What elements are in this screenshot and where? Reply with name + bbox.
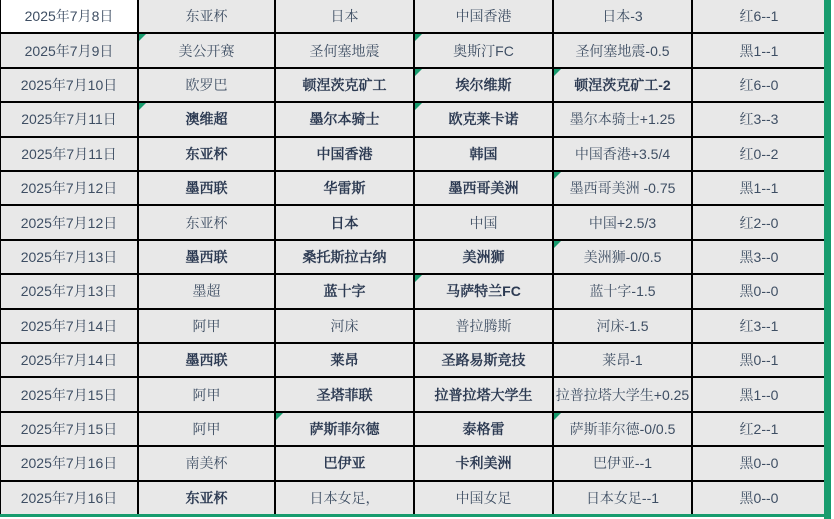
comment-indicator-icon: [415, 103, 422, 110]
cell-date[interactable]: [1, 378, 137, 410]
cell-home[interactable]: [276, 275, 413, 307]
cell-text: 黑0--1: [739, 352, 779, 369]
cell-home[interactable]: [276, 413, 413, 445]
cell-away[interactable]: [415, 34, 552, 66]
cell-text: 美洲狮-0/0.5: [583, 248, 662, 265]
cell-away[interactable]: [415, 103, 552, 135]
cell-text: 中国香港+3.5/4: [574, 145, 671, 162]
cell-text: 黑0--0: [739, 455, 779, 472]
cell-text: 东亚杯: [185, 214, 228, 231]
cell-text: 阿甲: [192, 317, 221, 334]
comment-indicator-icon: [554, 172, 561, 179]
cell-text: 美公开赛: [178, 42, 235, 59]
cell-handicap[interactable]: [554, 344, 691, 376]
cell-text: 2025年7月10日: [20, 76, 118, 93]
cell-text: 阿甲: [192, 420, 221, 437]
cell-home[interactable]: [276, 378, 413, 410]
cell-handicap[interactable]: [554, 413, 691, 445]
cell-league[interactable]: [139, 69, 274, 101]
cell-league[interactable]: [139, 103, 274, 135]
cell-text: 日本女足--1: [585, 489, 660, 506]
cell-league[interactable]: [139, 241, 274, 273]
cell-league[interactable]: [139, 138, 274, 170]
cell-text: 埃尔维斯: [455, 76, 512, 93]
selection-border-right: [824, 0, 831, 519]
cell-text: 红2--1: [739, 420, 779, 437]
cell-result[interactable]: [693, 34, 825, 66]
cell-handicap[interactable]: [554, 275, 691, 307]
cell-handicap[interactable]: [554, 103, 691, 135]
cell-date[interactable]: [1, 0, 137, 32]
cell-league[interactable]: [139, 344, 274, 376]
cell-date[interactable]: [1, 275, 137, 307]
cell-league[interactable]: [139, 413, 274, 445]
cell-away[interactable]: [415, 241, 552, 273]
cell-handicap[interactable]: [554, 310, 691, 342]
cell-away[interactable]: [415, 172, 552, 204]
comment-indicator-icon: [554, 413, 561, 420]
cell-date[interactable]: [1, 310, 137, 342]
cell-text: 墨尔本骑士: [309, 111, 380, 128]
cell-result[interactable]: [693, 69, 825, 101]
cell-text: 日本: [330, 214, 359, 231]
cell-text: 2025年7月11日: [21, 145, 117, 162]
cell-league[interactable]: [139, 34, 274, 66]
cell-result[interactable]: [693, 310, 825, 342]
cell-home[interactable]: [276, 34, 413, 66]
cell-date[interactable]: [1, 138, 137, 170]
cell-handicap[interactable]: [554, 172, 691, 204]
cell-result[interactable]: [693, 172, 825, 204]
cell-text: 拉普拉塔大学生: [434, 386, 533, 403]
cell-text: 黑0--0: [739, 489, 779, 506]
cell-home[interactable]: [276, 310, 413, 342]
cell-text: 欧罗巴: [185, 76, 228, 93]
cell-text: 红3--1: [739, 317, 779, 334]
cell-home[interactable]: [276, 69, 413, 101]
cell-home[interactable]: [276, 206, 413, 238]
cell-text: 东亚杯: [185, 489, 228, 506]
cell-text: 2025年7月13日: [20, 248, 118, 265]
cell-text: 黑1--1: [739, 180, 779, 197]
cell-text: 红2--0: [739, 214, 779, 231]
cell-text: 萨斯菲尔德: [309, 420, 380, 437]
cell-text: 河床-1.5: [596, 317, 649, 334]
cell-handicap[interactable]: [554, 482, 691, 514]
cell-text: 2025年7月8日: [24, 8, 114, 25]
cell-text: 圣何塞地震: [309, 42, 380, 59]
cell-text: 墨西哥美洲: [448, 180, 519, 197]
cell-away[interactable]: [415, 0, 552, 32]
cell-date[interactable]: [1, 69, 137, 101]
cell-text: 蓝十字-1.5: [589, 283, 656, 300]
cell-home[interactable]: [276, 344, 413, 376]
cell-away[interactable]: [415, 482, 552, 514]
cell-text: 日本女足，: [309, 489, 380, 506]
cell-text: 莱昂-1: [602, 352, 643, 369]
cell-handicap[interactable]: [554, 34, 691, 66]
cell-text: 莱昂: [330, 352, 359, 369]
cell-text: 桑托斯拉古纳: [302, 248, 387, 265]
cell-away[interactable]: [415, 206, 552, 238]
cell-text: 河床: [330, 317, 359, 334]
cell-text: 卡利美洲: [455, 455, 512, 472]
cell-text: 2025年7月14日: [20, 352, 118, 369]
cell-text: 东亚杯: [185, 8, 228, 25]
cell-home[interactable]: [276, 241, 413, 273]
cell-league[interactable]: [139, 206, 274, 238]
cell-text: 中国香港: [455, 8, 512, 25]
cell-result[interactable]: [693, 206, 825, 238]
cell-text: 2025年7月15日: [20, 420, 118, 437]
cell-away[interactable]: [415, 275, 552, 307]
comment-indicator-icon: [139, 34, 146, 41]
selection-border-bottom: [0, 514, 831, 517]
comment-indicator-icon: [415, 34, 422, 41]
cell-league[interactable]: [139, 275, 274, 307]
cell-text: 中国: [469, 214, 498, 231]
cell-home[interactable]: [276, 0, 413, 32]
cell-text: 中国+2.5/3: [588, 214, 657, 231]
cell-home[interactable]: [276, 482, 413, 514]
cell-home[interactable]: [276, 138, 413, 170]
cell-text: 巴伊亚--1: [592, 455, 653, 472]
cell-league[interactable]: [139, 172, 274, 204]
cell-text: 墨西哥美洲 -0.75: [569, 180, 676, 197]
cell-text: 普拉腾斯: [455, 317, 512, 334]
cell-league[interactable]: [139, 482, 274, 514]
cell-league[interactable]: [139, 310, 274, 342]
cell-handicap[interactable]: [554, 378, 691, 410]
cell-text: 圣何塞地震-0.5: [575, 42, 670, 59]
cell-handicap[interactable]: [554, 241, 691, 273]
cell-text: 萨斯菲尔德-0/0.5: [569, 420, 676, 437]
cell-date[interactable]: [1, 413, 137, 445]
cell-away[interactable]: [415, 69, 552, 101]
cell-result[interactable]: [693, 103, 825, 135]
cell-home[interactable]: [276, 172, 413, 204]
cell-away[interactable]: [415, 310, 552, 342]
cell-league[interactable]: [139, 378, 274, 410]
cell-text: 奥斯汀FC: [453, 42, 514, 59]
cell-text: 墨尔本骑士+1.25: [569, 111, 676, 128]
cell-date[interactable]: [1, 447, 137, 479]
cell-text: 黑1--1: [739, 42, 779, 59]
cell-text: 中国女足: [455, 489, 512, 506]
cell-result[interactable]: [693, 275, 825, 307]
cell-text: 拉普拉塔大学生+0.25: [555, 386, 690, 403]
cell-date[interactable]: [1, 172, 137, 204]
cell-text: 中国香港: [316, 145, 373, 162]
cell-home[interactable]: [276, 103, 413, 135]
cell-text: 圣路易斯竞技: [441, 352, 526, 369]
cell-handicap[interactable]: [554, 0, 691, 32]
cell-result[interactable]: [693, 344, 825, 376]
comment-indicator-icon: [415, 275, 422, 282]
cell-handicap[interactable]: [554, 138, 691, 170]
cell-text: 韩国: [469, 145, 498, 162]
cell-text: 南美杯: [185, 455, 228, 472]
cell-away[interactable]: [415, 378, 552, 410]
cell-text: 墨西联: [185, 248, 228, 265]
cell-text: 阿甲: [192, 386, 221, 403]
cell-text: 墨西联: [185, 180, 228, 197]
cell-league[interactable]: [139, 0, 274, 32]
cell-text: 日本: [330, 8, 359, 25]
cell-text: 红3--3: [739, 111, 779, 128]
cell-result[interactable]: [693, 482, 825, 514]
cell-handicap[interactable]: [554, 69, 691, 101]
cell-text: 墨超: [192, 283, 221, 300]
cell-text: 2025年7月14日: [20, 317, 118, 334]
cell-away[interactable]: [415, 413, 552, 445]
comment-indicator-icon: [276, 413, 283, 420]
cell-handicap[interactable]: [554, 206, 691, 238]
cell-text: 2025年7月9日: [24, 42, 114, 59]
cell-result[interactable]: [693, 413, 825, 445]
cell-text: 华雷斯: [323, 180, 366, 197]
cell-text: 黑1--0: [739, 386, 779, 403]
cell-text: 2025年7月12日: [20, 214, 118, 231]
cell-text: 2025年7月16日: [20, 489, 118, 506]
cell-text: 巴伊亚: [323, 455, 366, 472]
cell-away[interactable]: [415, 344, 552, 376]
cell-text: 日本-3: [602, 8, 643, 25]
cell-text: 墨西联: [185, 352, 228, 369]
cell-away[interactable]: [415, 447, 552, 479]
cell-text: 马萨特兰FC: [446, 283, 521, 300]
cell-text: 顿涅茨克矿工: [302, 76, 387, 93]
cell-date[interactable]: [1, 344, 137, 376]
cell-text: 东亚杯: [185, 145, 228, 162]
comment-indicator-icon: [554, 241, 561, 248]
cell-text: 2025年7月11日: [21, 111, 117, 128]
cell-text: 2025年7月13日: [20, 283, 118, 300]
cell-handicap[interactable]: [554, 447, 691, 479]
cell-text: 蓝十字: [323, 283, 366, 300]
cell-date[interactable]: [1, 482, 137, 514]
comment-indicator-icon: [554, 69, 561, 76]
cell-date[interactable]: [1, 206, 137, 238]
cell-text: 泰格雷: [462, 420, 505, 437]
cell-text: 黑3--0: [739, 248, 779, 265]
cell-text: 红6--0: [739, 76, 779, 93]
cell-home[interactable]: [276, 447, 413, 479]
cell-result[interactable]: [693, 241, 825, 273]
cell-text: 美洲狮: [462, 248, 505, 265]
cell-text: 2025年7月15日: [20, 386, 118, 403]
comment-indicator-icon: [415, 69, 422, 76]
cell-date[interactable]: [1, 241, 137, 273]
cell-result[interactable]: [693, 447, 825, 479]
cell-text: 红0--2: [739, 145, 779, 162]
cell-text: 黑0--0: [739, 283, 779, 300]
cell-away[interactable]: [415, 138, 552, 170]
cell-text: 2025年7月12日: [20, 180, 118, 197]
cell-date[interactable]: [1, 103, 137, 135]
cell-text: 欧克莱卡诺: [448, 111, 519, 128]
cell-text: 澳维超: [185, 111, 228, 128]
cell-text: 2025年7月16日: [20, 455, 118, 472]
cell-league[interactable]: [139, 447, 274, 479]
cell-result[interactable]: [693, 138, 825, 170]
comment-indicator-icon: [139, 103, 146, 110]
cell-result[interactable]: [693, 378, 825, 410]
cell-text: 顿涅茨克矿工-2: [574, 76, 671, 93]
cell-result[interactable]: [693, 0, 825, 32]
cell-date[interactable]: [1, 34, 137, 66]
cell-text: 圣塔菲联: [316, 386, 373, 403]
cell-text: 红6--1: [739, 8, 779, 25]
